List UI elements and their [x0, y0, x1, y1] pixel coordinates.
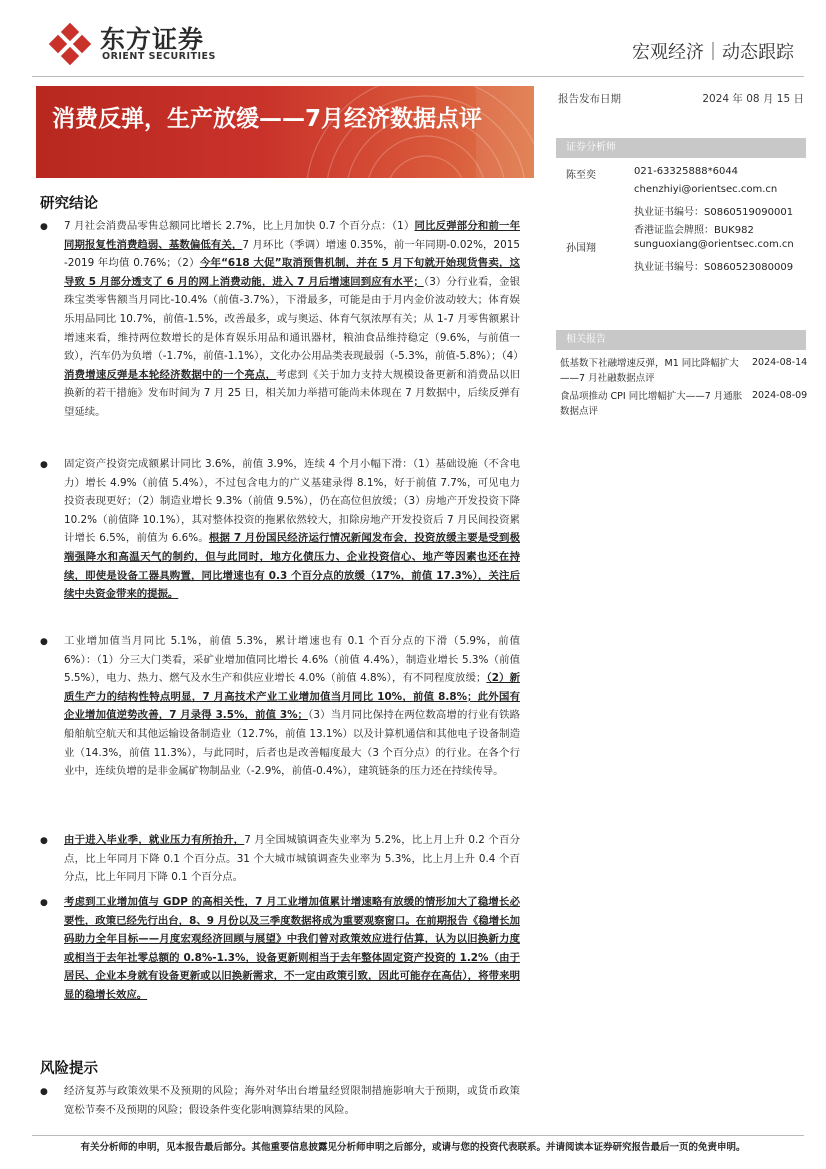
section-heading-risk: 风险提示: [40, 1061, 98, 1077]
bullet-icon: ●: [40, 460, 48, 470]
emphasis-text: 今年“618 大促”取消预售机制，并在 5 月下旬就开始现货售卖，这导致 5 月部分透支了 6 月的网上消费动能，进入 7 月后增速回到应有水平；: [64, 257, 520, 288]
related-report-date: 2024-08-14: [752, 357, 808, 368]
bullet-icon: ●: [40, 1087, 48, 1097]
emphasis-text: 考虑到工业增加值与 GDP 的高相关性，7 月工业增加值累计增速略有放缓的情形加大了稳增长必要性，政策已经先行出台，8、9 月份以及三季度数据将成为重要观察窗口。在前期报告《稳增长加码助力全年目标——月度宏观经济回顾与展望》中我们曾对政策效应进行估算，认为以旧换新力度或相当于去年社零总额的 0.8%-1.3%，设备更新则相当于去年整体固定资产投资的 1.2%（由于居民、企业本身就有设备更新或以旧换新需求，不一定由政策引致，因此可能存在高估），将带来明显的稳增长效应。: [64, 896, 520, 1001]
paragraph-industry: [64, 632, 520, 781]
analyst-hk-license: 香港证监会牌照：BUK982: [634, 225, 754, 236]
publish-date-label: 报告发布日期: [558, 93, 621, 105]
page-title: 消费反弹，生产放缓——7月经济数据点评: [52, 106, 483, 132]
emphasis-text: 根据 7 月份国民经济运行情况新闻发布会，投资放缓主要是受到极端强降水和高温天气的制约，但与此同时，地方化债压力、企业投资信心、地产等因素也还在持续，即使是设备工器具购置，同比增速也有 0.3 个百分点的放缓（17%，前值 17.3%），关注后续中央资金带来的提振。: [64, 532, 520, 601]
logo-icon: [48, 22, 92, 66]
text-run: （3）当月同比保持在两位数高增的行业有铁路船舶航空航天和其他运输设备制造业（12.7%，前值 13.1%）以及计算机通信和其他电子设备制造业（14.3%，前值 11.3%），与此同时，后者也是改善幅度最大（3 个百分点）的行业。在各个行业中，连续负增的是非金属矿物制品业（-2.9%，前值-0.4%），建筑链条的压力还在持续传导。: [64, 709, 520, 778]
related-section-bar: [556, 330, 806, 350]
text-run: 7 月全国城镇调查失业率为 5.2%，比上月上升 0.2 个百分点，比上年同月下降 0.1 个百分点。31 个大城市城镇调查失业率为 5.3%，比上月上升 0.4 个百分点，比上年同月下降 0.1 个百分点。: [64, 834, 521, 884]
analyst-email[interactable]: sunguoxiang@orientsec.com.cn: [634, 239, 794, 250]
analyst-name: 陈至奕: [566, 170, 596, 181]
text-run: （3）分行业看，金银珠宝类零售额当月同比-10.4%（前值-3.7%），下滑最多，可能是由于月内金价波动较大；体育娱乐用品同比 10.7%，前值-1.5%，改善最多，或与奥运、体育气氛浓厚有关；从 1-7 月零售额累计增速来看，维持两位数增长的是体育娱乐用品和通讯器材，粮油食品维持稳定（9.6%，与前值一致），汽车仍为负增（-1.7%，前值-1.1%），文化办公用品类表现最弱（-5.3%，前值-5.8%）；（4）: [64, 275, 524, 363]
text-run: 固定资产投资完成额累计同比 3.6%，前值 3.9%，连续 4 个月小幅下滑：（1）基础设施（不含电力）增长 4.9%（前值 5.4%），不过包含电力的广义基建录得 8.1%，好于前值 7.7%，可见电力投资表现更好；（2）制造业增长 9.3%（前值 9.5%），仍在高位但放缓；（3）房地产开发投资下降 10.2%（前值降 10.1%），其对整体投资的拖累依然较大，扣除房地产开发投资后 7 月民间投资累计增长 6.5%，前值为 6.6%。: [64, 458, 520, 545]
analyst-section-bar: [556, 138, 806, 158]
footer-disclaimer: 有关分析师的申明，见本报告最后部分。其他重要信息披露见分析师申明之后部分，或请与您的投资代表联系。并请阅读本证券研究报告最后一页的免责申明。: [80, 1142, 746, 1153]
logo-text-en: ORIENT SECURITIES: [102, 51, 216, 62]
emphasis-text: （2）新质生产力的结构性特点明显，7 月高技术产业工业增加值当月同比 10%，前值 8.8%；此外国有企业增加值逆势改善，7 月录得 3.5%，前值 3%；: [64, 672, 521, 722]
related-section-label: 相关报告: [566, 334, 606, 345]
analyst-name: 孙国翔: [566, 243, 596, 254]
analyst-section-label: 证券分析师: [566, 142, 616, 153]
related-report-link[interactable]: 低基数下社融增速反弹，M1 同比降幅扩大——7 月社融数据点评: [560, 358, 739, 384]
related-report-link[interactable]: 食品项推动 CPI 同比增幅扩大——7 月通胀数据点评: [560, 391, 743, 417]
emphasis-text: 消费增速反弹是本轮经济数据中的一个亮点，: [64, 368, 277, 381]
paragraph-consumption: [64, 217, 524, 422]
analyst-license: 执业证书编号：S0860523080009: [634, 262, 794, 273]
analyst-license: 执业证书编号：S0860519090001: [634, 207, 794, 218]
section-heading-conclusions: 研究结论: [40, 196, 98, 212]
bullet-icon: ●: [40, 898, 48, 908]
paragraph-risk: 经济复苏与政策效果不及预期的风险；海外对华出台增量经贸限制措施影响大于预期，或货币政策宽松节奏不及预期的风险；假设条件变化影响测算结果的风险。: [64, 1085, 520, 1116]
related-report-date: 2024-08-09: [752, 390, 808, 401]
text-run: 工业增加值当月同比 5.1%，前值 5.3%，累计增速也有 0.1 个百分点的下滑（5.9%，前值 6%）：（1）分三大门类看，采矿业增加值同比增长 4.6%（前值 4.4%），制造业增长 5.3%（前值 5.5%），电力、热力、燃气及水生产和供应业增长 4.0%（前值 4.8%），有不同程度放缓；: [64, 635, 520, 685]
emphasis-text: 由于进入毕业季，就业压力有所抬升，: [64, 834, 245, 846]
header-divider: [32, 76, 804, 77]
analyst-phone: 021-63325888*6044: [634, 166, 739, 177]
report-type: 宏观经济｜动态跟踪: [632, 42, 794, 63]
logo-text: 东方证券: [100, 25, 205, 54]
text-run: 7 月社会消费品零售总额同比增长 2.7%，比上月加快 0.7 个百分点：（1）: [64, 220, 415, 232]
title-banner: [36, 86, 534, 178]
bullet-icon: ●: [40, 836, 48, 846]
publish-date: 2024 年 08 月 15 日: [702, 93, 804, 105]
paragraph-employment: [64, 831, 520, 887]
paragraph-outlook: [64, 893, 520, 1005]
text-run: 7 月环比（季调）增速 0.35%，前一年同期-0.02%，2015-2019 年均值 0.76%；（2）: [64, 238, 520, 270]
text-run: 考虑到《关于加力支持大规模设备更新和消费品以旧换新的若干措施》发布时间为 7 月 25 日，相关加力举措可能尚未体现在 7 月数据中，后续反弹有望延续。: [64, 368, 521, 418]
bullet-icon: ●: [40, 637, 48, 647]
bullet-icon: ●: [40, 222, 48, 232]
analyst-email[interactable]: chenzhiyi@orientsec.com.cn: [634, 184, 778, 195]
emphasis-text: 同比反弹部分和前一年同期报复性消费趋弱、基数偏低有关，: [64, 220, 521, 251]
footer-divider: [32, 1135, 804, 1136]
paragraph-investment: [64, 455, 520, 604]
